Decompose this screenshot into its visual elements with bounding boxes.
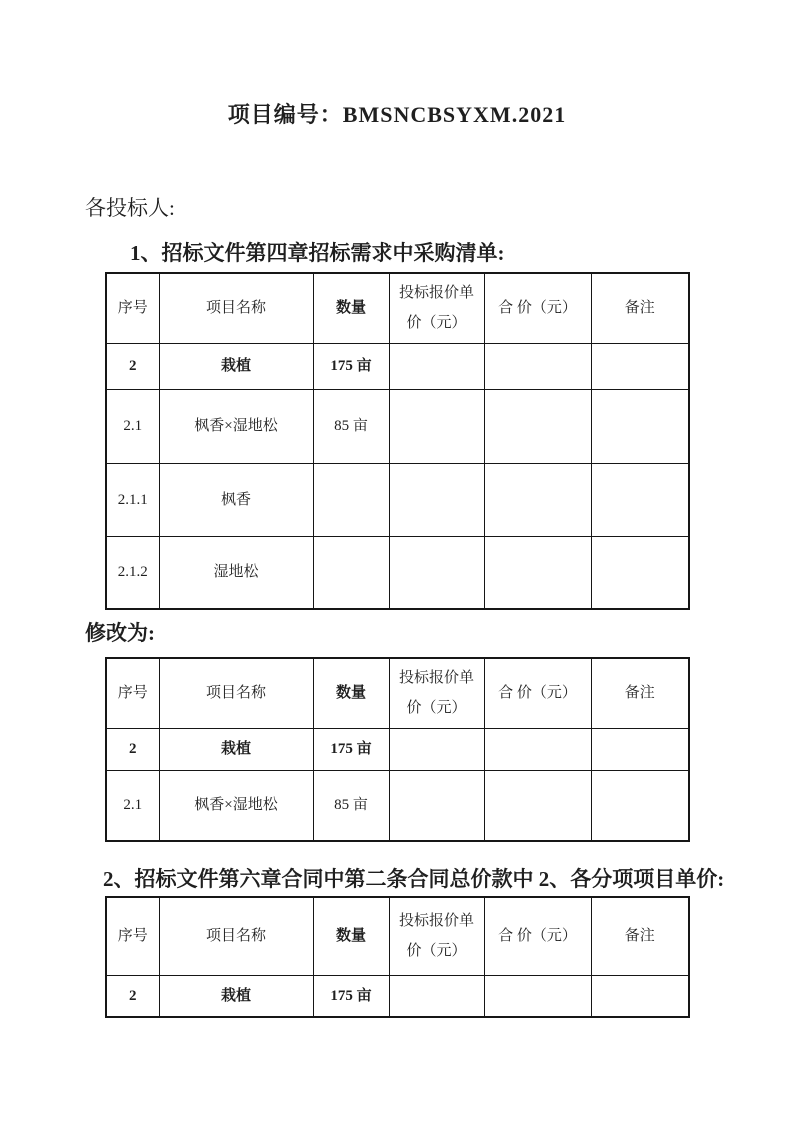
cell-qty xyxy=(313,463,389,536)
cell-remark xyxy=(591,536,689,609)
header-cell-qty: 数量 xyxy=(313,897,389,975)
header-cell-total: 合 价（元） xyxy=(484,273,591,343)
cell-remark xyxy=(591,389,689,463)
cell-unit-price xyxy=(389,770,484,841)
cell-seq: 2 xyxy=(106,728,159,770)
header-cell-name: 项目名称 xyxy=(159,658,313,728)
cell-remark xyxy=(591,343,689,389)
table-header-row xyxy=(106,273,689,343)
table-row xyxy=(106,770,689,841)
header-cell-name: 项目名称 xyxy=(159,897,313,975)
cell-unit-price xyxy=(389,389,484,463)
cell-name: 湿地松 xyxy=(159,536,313,609)
cell-seq: 2.1 xyxy=(106,389,159,463)
cell-qty: 175 亩 xyxy=(313,975,389,1017)
cell-name: 栽植 xyxy=(159,343,313,389)
salutation: 各投标人: xyxy=(85,196,175,220)
header-cell-seq: 序号 xyxy=(106,273,159,343)
table-header-row xyxy=(106,897,689,975)
cell-total xyxy=(484,343,591,389)
header-cell-qty: 数量 xyxy=(313,273,389,343)
table-header-row xyxy=(106,658,689,728)
cell-name: 枫香×湿地松 xyxy=(159,389,313,463)
cell-remark xyxy=(591,770,689,841)
cell-unit-price xyxy=(389,463,484,536)
cell-unit-price xyxy=(389,975,484,1017)
cell-total xyxy=(484,728,591,770)
cell-qty: 85 亩 xyxy=(313,389,389,463)
section-2-heading: 2、招标文件第六章合同中第二条合同总价款中 2、各分项项目单价: xyxy=(103,867,725,891)
header-cell-seq: 序号 xyxy=(106,897,159,975)
header-cell-unit-price: 投标报价单价（元） xyxy=(389,658,484,728)
cell-total xyxy=(484,389,591,463)
cell-seq: 2.1.2 xyxy=(106,536,159,609)
header-cell-remark: 备注 xyxy=(591,897,689,975)
section-1-heading: 1、招标文件第四章招标需求中采购清单: xyxy=(130,241,505,265)
table-row xyxy=(106,728,689,770)
cell-total xyxy=(484,770,591,841)
cell-total xyxy=(484,975,591,1017)
cell-total xyxy=(484,463,591,536)
table-row xyxy=(106,343,689,389)
procurement-table-modified xyxy=(105,657,690,842)
cell-seq: 2.1.1 xyxy=(106,463,159,536)
cell-name: 栽植 xyxy=(159,975,313,1017)
header-cell-qty: 数量 xyxy=(313,658,389,728)
cell-seq: 2 xyxy=(106,343,159,389)
cell-unit-price xyxy=(389,536,484,609)
cell-remark xyxy=(591,975,689,1017)
document-title: 项目编号：BMSNCBSYXM.2021 xyxy=(227,102,567,127)
header-cell-total: 合 价（元） xyxy=(484,658,591,728)
header-cell-seq: 序号 xyxy=(106,658,159,728)
cell-qty: 85 亩 xyxy=(313,770,389,841)
header-cell-unit-price: 投标报价单价（元） xyxy=(389,897,484,975)
modified-to-label: 修改为: xyxy=(85,621,155,645)
table-row xyxy=(106,463,689,536)
cell-unit-price xyxy=(389,728,484,770)
table-row xyxy=(106,536,689,609)
unit-price-table xyxy=(105,896,690,1018)
procurement-table-original xyxy=(105,272,690,610)
header-cell-name: 项目名称 xyxy=(159,273,313,343)
header-cell-unit-price: 投标报价单价（元） xyxy=(389,273,484,343)
cell-name: 枫香×湿地松 xyxy=(159,770,313,841)
cell-name: 栽植 xyxy=(159,728,313,770)
cell-seq: 2.1 xyxy=(106,770,159,841)
cell-total xyxy=(484,536,591,609)
cell-qty xyxy=(313,536,389,609)
cell-qty: 175 亩 xyxy=(313,343,389,389)
cell-remark xyxy=(591,728,689,770)
header-cell-remark: 备注 xyxy=(591,658,689,728)
header-cell-total: 合 价（元） xyxy=(484,897,591,975)
cell-qty: 175 亩 xyxy=(313,728,389,770)
cell-remark xyxy=(591,463,689,536)
table-row xyxy=(106,389,689,463)
table-row xyxy=(106,975,689,1017)
header-cell-remark: 备注 xyxy=(591,273,689,343)
cell-unit-price xyxy=(389,343,484,389)
cell-seq: 2 xyxy=(106,975,159,1017)
cell-name: 枫香 xyxy=(159,463,313,536)
